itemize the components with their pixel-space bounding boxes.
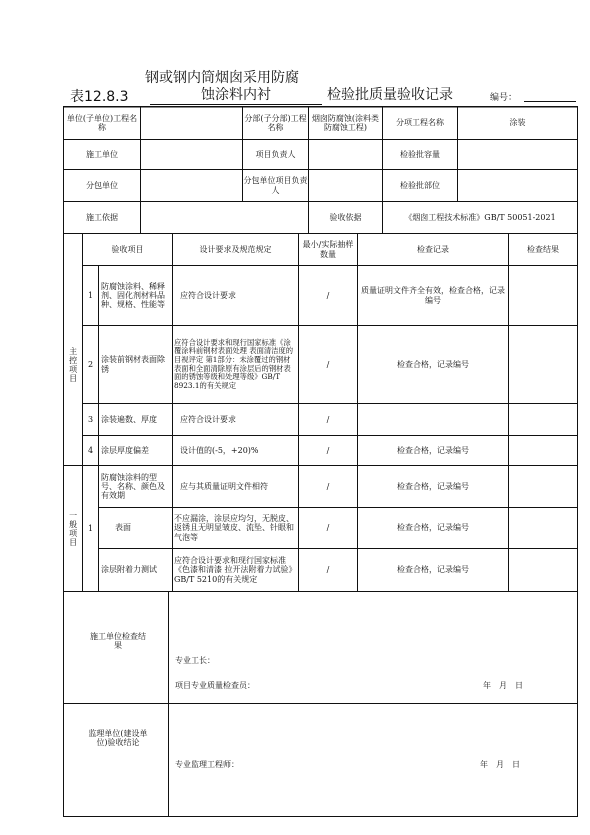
- general-row-3-record[interactable]: 检查合格，记录编号: [397, 565, 469, 575]
- general-row-3-design: 应符合设计要求和现行国家标准《色漆和清漆 拉开法附着力试验》GB/T 5210的有关规定: [174, 556, 297, 584]
- general-row-1-sample[interactable]: /: [326, 481, 330, 491]
- column-item-header: 验收项目: [111, 244, 144, 254]
- general-no: 1: [87, 523, 94, 533]
- main-row-3-result[interactable]: [509, 404, 577, 435]
- contractor-signature-area[interactable]: [260, 650, 460, 690]
- serial-label: 编号：: [490, 93, 518, 103]
- batch-capacity-label: 检验批容量: [400, 149, 440, 159]
- contractor-date: 年 月 日: [483, 681, 523, 690]
- acceptance-basis-label: 验收依据: [329, 212, 362, 222]
- main-row-1-design: 应符合设计要求: [180, 290, 236, 300]
- main-row-4-item: 涂层厚度偏差: [101, 445, 149, 455]
- project-manager-label: 项目负责人: [255, 149, 296, 159]
- general-row-2-record[interactable]: 检查合格，记录编号: [397, 523, 469, 533]
- main-row-4-result[interactable]: [509, 436, 577, 465]
- general-row-2-design: 不应漏涂，涂层应均匀，无脱皮、返锈且无明显皱皮、流坠、针眼和气泡等: [174, 514, 294, 542]
- subcontractor-label: 分包单位: [86, 180, 118, 190]
- general-row-1-design: 应与其质量证明文件相符: [180, 481, 268, 491]
- general-row-1-item: 防腐蚀涂料的型号、名称、颜色及有效期: [101, 472, 165, 501]
- general-row-2-result[interactable]: [509, 508, 577, 548]
- title-suffix: 检验批质量验收记录: [327, 87, 453, 103]
- main-row-1-record[interactable]: 质量证明文件齐全有效，检查合格，记录编号: [361, 286, 505, 305]
- general-row-3-item: 涂层附着力测试: [101, 565, 157, 575]
- main-row-1-sample[interactable]: /: [326, 290, 330, 300]
- general-row-1-result[interactable]: [509, 466, 577, 507]
- general-row-2-item: 表面: [115, 523, 131, 533]
- contractor-check-label: 施工单位检查结果: [90, 631, 146, 650]
- acceptance-basis-value[interactable]: 《烟囱工程技术标准》GB/T 50051-2021: [404, 212, 556, 222]
- contractor-field[interactable]: [141, 140, 242, 169]
- batch-part-field[interactable]: [458, 170, 577, 201]
- item-project-label: 分项工程名称: [396, 118, 444, 128]
- main-row-4-design: 设计值的(-5，+20)%: [180, 445, 259, 455]
- construction-basis-label: 施工依据: [86, 212, 118, 222]
- quality-inspector-label: 项目专业质量检查员：: [175, 681, 255, 690]
- main-row-4-sample[interactable]: /: [326, 445, 330, 455]
- main-row-4-no: 4: [87, 445, 94, 455]
- sub-manager-field[interactable]: [309, 170, 382, 201]
- column-record-header: 检查记录: [417, 244, 449, 254]
- unit-project-field[interactable]: [141, 107, 242, 139]
- batch-part-label: 检验批部位: [400, 180, 440, 190]
- main-row-2-result[interactable]: [509, 326, 577, 403]
- construction-basis-field[interactable]: [141, 202, 308, 233]
- general-label: 一般项目: [68, 510, 78, 547]
- main-row-3-sample[interactable]: /: [326, 414, 330, 424]
- supervisor-label: 监理单位(建设单位)验收结论: [88, 728, 148, 747]
- supervising-engineer-label: 专业监理工程师：: [175, 760, 239, 769]
- title-line2: 蚀涂料内衬: [150, 84, 322, 105]
- column-result-header: 检查结果: [527, 244, 559, 254]
- main-row-1-result[interactable]: [509, 266, 577, 325]
- main-row-1-item: 防腐蚀涂料、稀释剂、固化剂材料品种、规格、性能等: [101, 281, 165, 310]
- supervisor-signature-area[interactable]: [260, 740, 460, 780]
- general-row-2-sample[interactable]: /: [326, 523, 330, 533]
- main-row-2-record[interactable]: 检查合格，记录编号: [397, 359, 469, 369]
- foreman-label: 专业工长：: [175, 656, 215, 665]
- sub-project-label: 分部(子分部)工程名称: [244, 113, 307, 132]
- table-number: 表12.8.3: [70, 89, 129, 105]
- unit-project-label: 单位(子单位)工程名称: [66, 113, 138, 132]
- general-row-1-record[interactable]: 检查合格，记录编号: [397, 481, 469, 491]
- main-row-3-design: 应符合设计要求: [180, 414, 236, 424]
- sub-project-value[interactable]: 烟囱防腐蚀(涂料类防腐蚀工程): [311, 113, 380, 132]
- main-row-3-no: 3: [87, 414, 94, 424]
- main-row-3-record[interactable]: [359, 404, 507, 435]
- general-row-3-result[interactable]: [509, 549, 577, 591]
- item-project-value[interactable]: 涂装: [509, 118, 526, 128]
- main-control-label: 主控项目: [68, 347, 78, 383]
- main-row-3-item: 涂装遍数、厚度: [101, 414, 157, 424]
- general-row-3-sample[interactable]: /: [326, 565, 330, 575]
- title-line1: 钢或钢内筒烟囱采用防腐: [145, 70, 299, 86]
- main-row-2-sample[interactable]: /: [326, 359, 330, 369]
- column-design-header: 设计要求及规范规定: [199, 244, 272, 254]
- project-manager-field[interactable]: [309, 140, 382, 169]
- supervisor-date: 年 月 日: [480, 760, 520, 769]
- sub-manager-label: 分包单位项目负责人: [243, 176, 308, 195]
- main-row-2-design: 应符合设计要求和现行国家标准《涂覆涂料前钢材表面处理 表面清洁度的目视评定 第1部分：未涂覆过的钢材表面和全面清除原有涂层后的钢材表面的锈蚀等级和处理等级》GB/T 8923.1的有关规定: [174, 337, 294, 390]
- batch-capacity-field[interactable]: [458, 140, 577, 169]
- column-sample-header: 最小/实际抽样数量: [302, 240, 354, 259]
- main-row-1-no: 1: [87, 290, 94, 300]
- subcontractor-field[interactable]: [141, 170, 242, 201]
- main-row-4-record[interactable]: 检查合格，记录编号: [397, 445, 469, 455]
- main-row-2-item: 涂装前钢材表面除锈: [101, 355, 165, 374]
- contractor-label: 施工单位: [86, 149, 118, 159]
- main-row-2-no: 2: [87, 359, 94, 369]
